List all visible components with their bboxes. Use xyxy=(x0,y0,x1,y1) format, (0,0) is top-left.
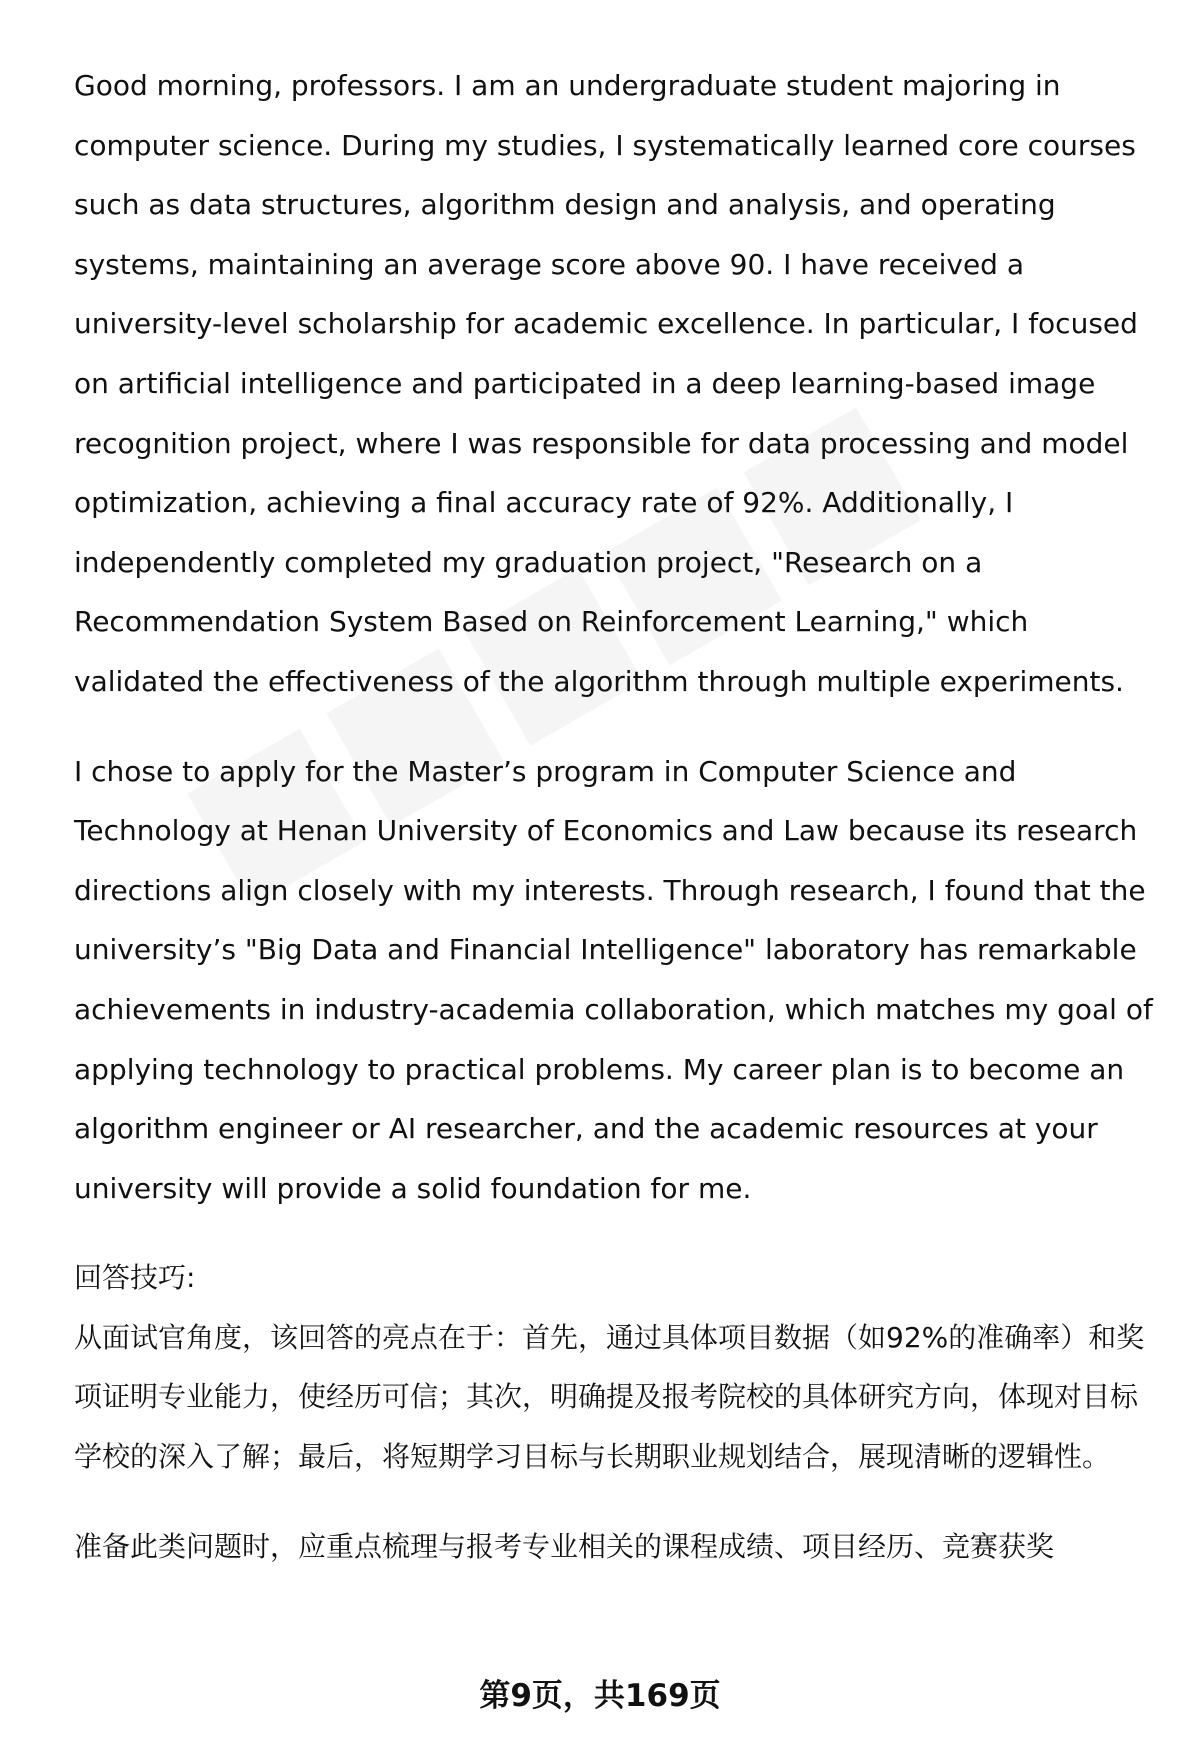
paragraph-motivation: I chose to apply for the Master’s program in Computer Science and Technology at Henan University of Economics and Law because its research directions align closely with my interests. Through research, I found that the university’s "Big Data and Financial Intelligence" laboratory has remarkable achievements in industry-academia collaboration, which matches my goal of applying technology to practical problems. My career plan is to become an algorithm engineer or AI researcher, and the academic resources at your university will provide a solid foundation for me. xyxy=(74,754,1153,1205)
paragraph-intro: Good morning, professors. I am an undergraduate student majoring in computer science. During my studies, I systematically learned core courses such as data structures, algorithm design and analysis, and operating systems, maintaining an average score above 90. I have received a university-level scholarship for academic excellence. In particular, I focused on artificial intelligence and participated in a deep learning-based image recognition project, where I was responsible for data processing and model optimization, achieving a final accuracy rate of 92%. Additionally, I independently completed my graduation project, "Research on a Recommendation System Based on Reinforcement Learning," which validated the effectiveness of the algorithm through multiple experiments. xyxy=(74,69,1138,698)
tips-heading: 回答技巧: xyxy=(74,1261,196,1295)
tips-paragraph-preparation: 准备此类问题时，应重点梳理与报考专业相关的课程成绩、项目经历、竞赛获奖 xyxy=(74,1529,1055,1563)
page-number: 第9页，共169页 xyxy=(479,1678,721,1714)
document-body xyxy=(74,56,1159,1606)
tips-paragraph: 从面试官角度，该回答的亮点在于：首先，通过具体项目数据（如92%的准确率）和奖项证明专业能力，使经历可信；其次，明确提及报考院校的具体研究方向，体现对目标学校的深入了解；最后，将短期学习目标与长期职业规划结合，展现清晰的逻辑性。 xyxy=(74,1320,1145,1474)
